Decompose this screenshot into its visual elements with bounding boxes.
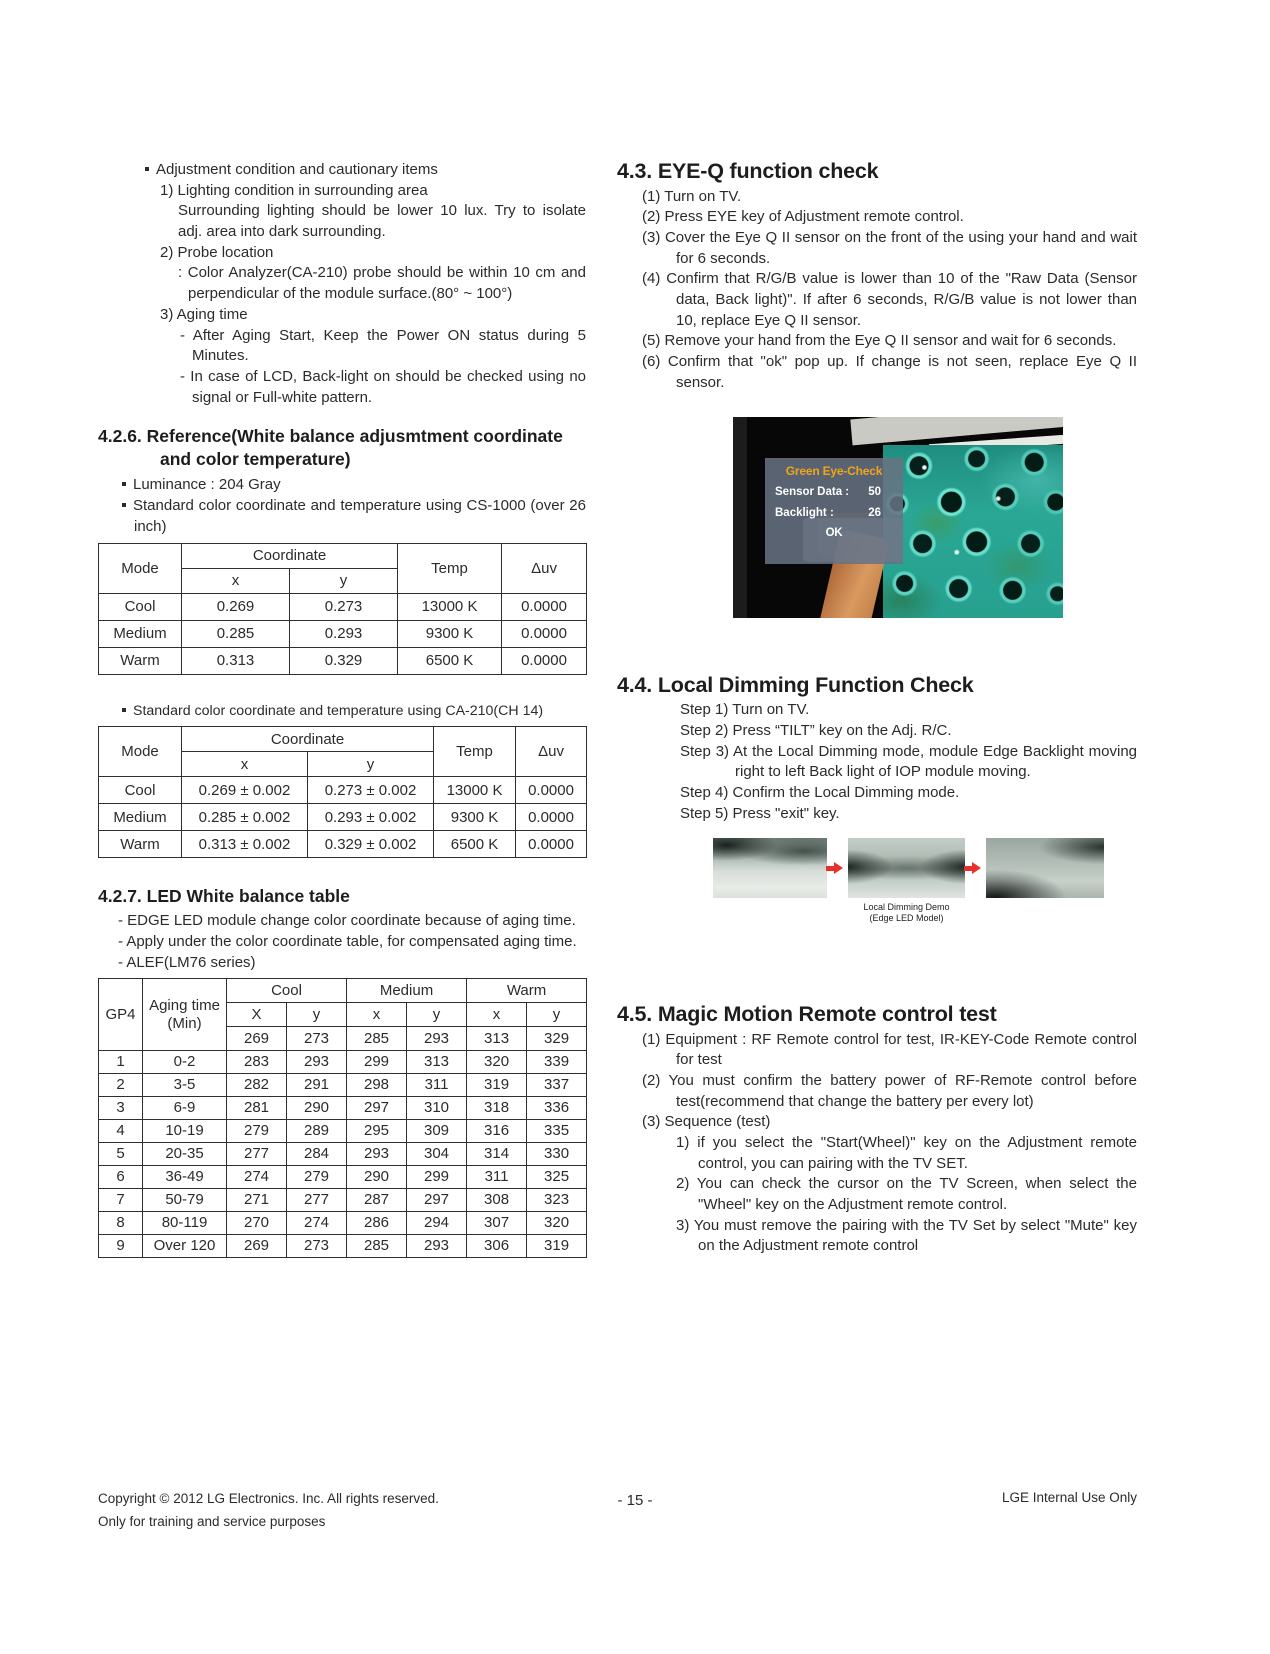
cell: 269 (227, 1235, 287, 1258)
step-item: Step 1) Turn on TV. (680, 701, 810, 719)
col-header: Warm (467, 979, 587, 1003)
footer-line: Only for training and service purposes (98, 1513, 326, 1529)
numbered-item: (1) Turn on TV. (642, 187, 742, 205)
cell: 0.269 (182, 593, 290, 620)
cell: 0.0000 (516, 831, 587, 858)
cell: 285 (347, 1235, 407, 1258)
cell: 314 (467, 1143, 527, 1166)
col-header: Δuv (516, 727, 587, 777)
cell: 271 (227, 1189, 287, 1212)
osd-value: 50 (868, 485, 881, 498)
table-row (99, 1235, 587, 1258)
caption-line: Local Dimming Demo (863, 902, 950, 913)
photo-edge (733, 417, 747, 618)
cell: 311 (467, 1166, 527, 1189)
cell: 306 (467, 1235, 527, 1258)
cell: 277 (287, 1189, 347, 1212)
caption-line: (Edge LED Model) (869, 912, 944, 923)
cell: 6-9 (143, 1097, 227, 1120)
cell: 304 (407, 1143, 467, 1166)
sub-item: 1) if you select the "Start(Wheel)" key on the Adjustment remote control, you can pairing with the TV SET. (676, 1134, 1137, 1172)
col-header: Mode (99, 543, 182, 593)
list-item-body: : Color Analyzer(CA-210) probe should be within 10 cm and perpendicular of the module surface.(80° ~ 100°) (178, 264, 586, 303)
section-44-title: 4.4. Local Dimming Function Check (617, 672, 974, 697)
right-arrow-icon (964, 862, 987, 874)
numbered-item: (5) Remove your hand from the Eye Q II sensor and wait for 6 seconds. (642, 332, 1117, 350)
section-44-steps (617, 700, 1137, 824)
list-item: 3) Aging time (160, 305, 248, 323)
cell: 273 (287, 1235, 347, 1258)
bullet-line (122, 475, 586, 496)
list-item-body: Surrounding lighting should be lower 10 lux. Try to isolate adj. area into dark surrounding. (178, 202, 586, 241)
demo-frame-1 (713, 838, 827, 898)
cell: 0.293 ± 0.002 (308, 804, 434, 831)
gp4-white-balance-table (98, 978, 587, 1258)
cell: 0.0000 (516, 777, 587, 804)
cell: 313 (407, 1051, 467, 1074)
cell: 294 (407, 1212, 467, 1235)
numbered-item: (2) You must confirm the battery power of RF-Remote control before test(recommend that change the battery per every lot) (642, 1071, 1137, 1110)
osd-row (765, 507, 903, 519)
cell: 319 (467, 1074, 527, 1097)
section-427-title: 4.2.7. LED White balance table (98, 886, 350, 907)
demo-image-3 (986, 838, 1104, 898)
dash-line: - Apply under the color coordinate table, for compensated aging time. (118, 932, 577, 950)
dash-line: - ALEF(LM76 series) (118, 953, 256, 971)
cell: 291 (287, 1074, 347, 1097)
osd-row (765, 486, 903, 498)
table-row (99, 1074, 587, 1097)
demo-image-1 (713, 838, 827, 898)
cell: Cool (99, 593, 182, 620)
square-bullet-icon (122, 503, 126, 507)
cell: 270 (227, 1212, 287, 1235)
cell: 0.0000 (502, 593, 587, 620)
step-item: Step 5) Press "exit" key. (680, 804, 840, 822)
sub-item: 3) You must remove the pairing with the TV Set by select "Mute" key on the Adjustment remote control (676, 1216, 1137, 1255)
cell: 297 (347, 1097, 407, 1120)
col-header: Coordinate (182, 727, 434, 752)
table-row (99, 831, 587, 858)
cell: 286 (347, 1212, 407, 1235)
table-row (99, 777, 587, 804)
cell: 6 (99, 1166, 143, 1189)
bullet-text: Luminance : 204 Gray (133, 476, 281, 494)
cell: 274 (227, 1166, 287, 1189)
cell: 309 (407, 1120, 467, 1143)
cell: 299 (347, 1051, 407, 1074)
col-header: Temp (434, 727, 516, 777)
cell: 80-119 (143, 1212, 227, 1235)
cell: 274 (287, 1212, 347, 1235)
table-row (99, 1097, 587, 1120)
cell: 20-35 (143, 1143, 227, 1166)
cell: 279 (287, 1166, 347, 1189)
cell: 0.313 ± 0.002 (182, 831, 308, 858)
square-bullet-icon (122, 482, 126, 486)
cell: 336 (527, 1097, 587, 1120)
numbered-item: (2) Press EYE key of Adjustment remote control. (642, 208, 964, 226)
col-header: Mode (99, 727, 182, 777)
list-item: 2) Probe location (160, 243, 274, 261)
table-row (99, 620, 587, 647)
cell: 4 (99, 1120, 143, 1143)
col-header: Medium (347, 979, 467, 1003)
col-header: Δuv (502, 543, 587, 593)
col-header: x (467, 1003, 527, 1027)
eye-check-osd (765, 458, 903, 564)
cell: 325 (527, 1166, 587, 1189)
col-header: x (182, 568, 290, 593)
cell: 0.0000 (502, 620, 587, 647)
numbered-item: (4) Confirm that R/G/B value is lower than 10 of the "Raw Data (Sensor data, Back light)". If after 6 seconds, R/G/B value is not lower than 10, replace Eye Q II sensor. (642, 270, 1137, 329)
cell: 10-19 (143, 1120, 227, 1143)
table-row (99, 647, 587, 674)
right-column (617, 160, 1137, 1257)
cell: 5 (99, 1143, 143, 1166)
col-header: y (308, 752, 434, 777)
cell: 318 (467, 1097, 527, 1120)
cell: 273 (287, 1027, 347, 1051)
col-header: Cool (227, 979, 347, 1003)
cell: 311 (407, 1074, 467, 1097)
col-header: Aging time (Min) (143, 979, 227, 1051)
col-header: y (287, 1003, 347, 1027)
cell: 0.329 (290, 647, 398, 674)
bullet-line (145, 160, 586, 181)
cell: 269 (227, 1027, 287, 1051)
numbered-item: (1) Equipment : RF Remote control for test, IR-KEY-Code Remote control for test (642, 1030, 1137, 1069)
cell: 285 (347, 1027, 407, 1051)
cell: 281 (227, 1097, 287, 1120)
table-row (99, 1120, 587, 1143)
table-row (99, 804, 587, 831)
cell: 295 (347, 1120, 407, 1143)
cell: 9 (99, 1235, 143, 1258)
col-header: Temp (398, 543, 502, 593)
cell: 3-5 (143, 1074, 227, 1097)
cell: 9300 K (398, 620, 502, 647)
cell: 0.293 (290, 620, 398, 647)
step-item: Step 3) At the Local Dimming mode, module Edge Backlight moving right to left Back light of IOP module moving. (680, 742, 1137, 781)
section-45-items (617, 1030, 1137, 1258)
cell: 0.0000 (516, 804, 587, 831)
col-header: Coordinate (182, 543, 398, 568)
local-dimming-demo-row (713, 838, 1137, 923)
ca210-table (98, 726, 587, 858)
cell: 319 (527, 1235, 587, 1258)
cell: 299 (407, 1166, 467, 1189)
cell: 339 (527, 1051, 587, 1074)
osd-title: Green Eye-Check (785, 463, 883, 478)
table-row (99, 593, 587, 620)
cell: 289 (287, 1120, 347, 1143)
cell: 6500 K (434, 831, 516, 858)
cell: 337 (527, 1074, 587, 1097)
numbered-item: (3) Sequence (test) (642, 1113, 771, 1131)
cell: 293 (407, 1027, 467, 1051)
cell: 320 (467, 1051, 527, 1074)
cell: 13000 K (434, 777, 516, 804)
cell: 335 (527, 1120, 587, 1143)
col-header: y (290, 568, 398, 593)
adjustment-conditions-block (98, 160, 586, 408)
left-column (98, 160, 586, 1258)
osd-value: 26 (868, 506, 881, 519)
cell: 316 (467, 1120, 527, 1143)
cell: 320 (527, 1212, 587, 1235)
cell: 298 (347, 1074, 407, 1097)
cell: 293 (347, 1143, 407, 1166)
table-row (99, 1189, 587, 1212)
cell: 293 (287, 1051, 347, 1074)
osd-label: Sensor Data : (775, 485, 850, 498)
bullet-line (122, 496, 586, 537)
sub-item: 2) You can check the cursor on the TV Screen, when select the "Wheel" key on the Adjustment remote control. (676, 1175, 1137, 1214)
cell: 50-79 (143, 1189, 227, 1212)
section-45-title: 4.5. Magic Motion Remote control test (617, 1001, 997, 1026)
cell: 1 (99, 1051, 143, 1074)
numbered-item: (6) Confirm that "ok" pop up. If change is not seen, replace Eye Q II sensor. (642, 353, 1137, 391)
cell: 287 (347, 1189, 407, 1212)
page-number: - 15 - (617, 1492, 653, 1509)
step-item: Step 2) Press “TILT” key on the Adj. R/C. (680, 721, 952, 739)
arrow-wrap (827, 838, 848, 898)
square-bullet-icon (145, 167, 149, 171)
cell: 290 (287, 1097, 347, 1120)
cell: 284 (287, 1143, 347, 1166)
demo-caption (863, 902, 949, 923)
section-43-title: 4.3. EYE-Q function check (617, 159, 879, 183)
cell: 0.273 (290, 593, 398, 620)
cell: Over 120 (143, 1235, 227, 1258)
right-arrow-icon (826, 862, 849, 874)
cell: 293 (407, 1235, 467, 1258)
cell: 2 (99, 1074, 143, 1097)
bullet-text: Adjustment condition and cautionary items (156, 161, 438, 178)
cell: 310 (407, 1097, 467, 1120)
cell: 282 (227, 1074, 287, 1097)
cell: 0.329 ± 0.002 (308, 831, 434, 858)
cell: Warm (99, 831, 182, 858)
cell: 13000 K (398, 593, 502, 620)
col-header: x (182, 752, 308, 777)
list-item-body: - In case of LCD, Back-light on should be checked using no signal or Full-white pattern. (180, 367, 586, 406)
osd-ok-label: OK (825, 526, 843, 539)
section-426-title: 4.2.6. Reference(White balance adjusmtment coordinate and color temperature) (98, 426, 563, 470)
demo-frame-3 (986, 838, 1104, 898)
cell: 9300 K (434, 804, 516, 831)
cell: Medium (99, 804, 182, 831)
osd-label: Backlight : (775, 506, 834, 519)
table-row (99, 1051, 587, 1074)
footer-copyright (98, 1488, 439, 1534)
demo-frame-2 (848, 838, 965, 923)
eye-check-photo (733, 417, 1063, 618)
cell: 3 (99, 1097, 143, 1120)
cell: 0.0000 (502, 647, 587, 674)
cell: 0.285 (182, 620, 290, 647)
col-header: y (527, 1003, 587, 1027)
coral-background (883, 445, 1063, 618)
cell: 7 (99, 1189, 143, 1212)
cell: Cool (99, 777, 182, 804)
bullet-text: Standard color coordinate and temperature using CA-210(CH 14) (133, 702, 544, 719)
cell: 0.313 (182, 647, 290, 674)
cell: 313 (467, 1027, 527, 1051)
numbered-item: (3) Cover the Eye Q II sensor on the front of the using your hand and wait for 6 seconds. (642, 229, 1137, 267)
footer-line: Copyright © 2012 LG Electronics. Inc. All rights reserved. (98, 1491, 439, 1506)
cell: 330 (527, 1143, 587, 1166)
bullet-line (122, 702, 586, 722)
step-item: Step 4) Confirm the Local Dimming mode. (680, 783, 960, 801)
cell: 0-2 (143, 1051, 227, 1074)
cell: 6500 K (398, 647, 502, 674)
footer-internal-note: LGE Internal Use Only (1001, 1490, 1137, 1505)
dash-line: - EDGE LED module change color coordinate because of aging time. (118, 912, 576, 930)
col-header: X (227, 1003, 287, 1027)
col-header: y (407, 1003, 467, 1027)
cell: 307 (467, 1212, 527, 1235)
list-item: 1) Lighting condition in surrounding area (160, 181, 428, 199)
cell: 0.285 ± 0.002 (182, 804, 308, 831)
cell: 308 (467, 1189, 527, 1212)
cell: 279 (227, 1120, 287, 1143)
table-row (99, 1166, 587, 1189)
cell: 283 (227, 1051, 287, 1074)
section-43-items (617, 187, 1137, 394)
col-header: x (347, 1003, 407, 1027)
bullet-text: Standard color coordinate and temperature using CS-1000 (over 26 inch) (133, 497, 586, 535)
cell: 297 (407, 1189, 467, 1212)
cs1000-table (98, 543, 587, 675)
cell: 0.269 ± 0.002 (182, 777, 308, 804)
cell: Warm (99, 647, 182, 674)
cell: 277 (227, 1143, 287, 1166)
cell: 329 (527, 1027, 587, 1051)
table-row (99, 1143, 587, 1166)
cell: 0.273 ± 0.002 (308, 777, 434, 804)
demo-image-2 (848, 838, 965, 898)
cell: 8 (99, 1212, 143, 1235)
cell: 290 (347, 1166, 407, 1189)
table-row (99, 1212, 587, 1235)
cell: Medium (99, 620, 182, 647)
cell: 36-49 (143, 1166, 227, 1189)
col-header: GP4 (99, 979, 143, 1051)
square-bullet-icon (122, 708, 126, 712)
list-item-body: - After Aging Start, Keep the Power ON status during 5 Minutes. (180, 326, 586, 365)
arrow-wrap (965, 838, 986, 898)
cell: 323 (527, 1189, 587, 1212)
